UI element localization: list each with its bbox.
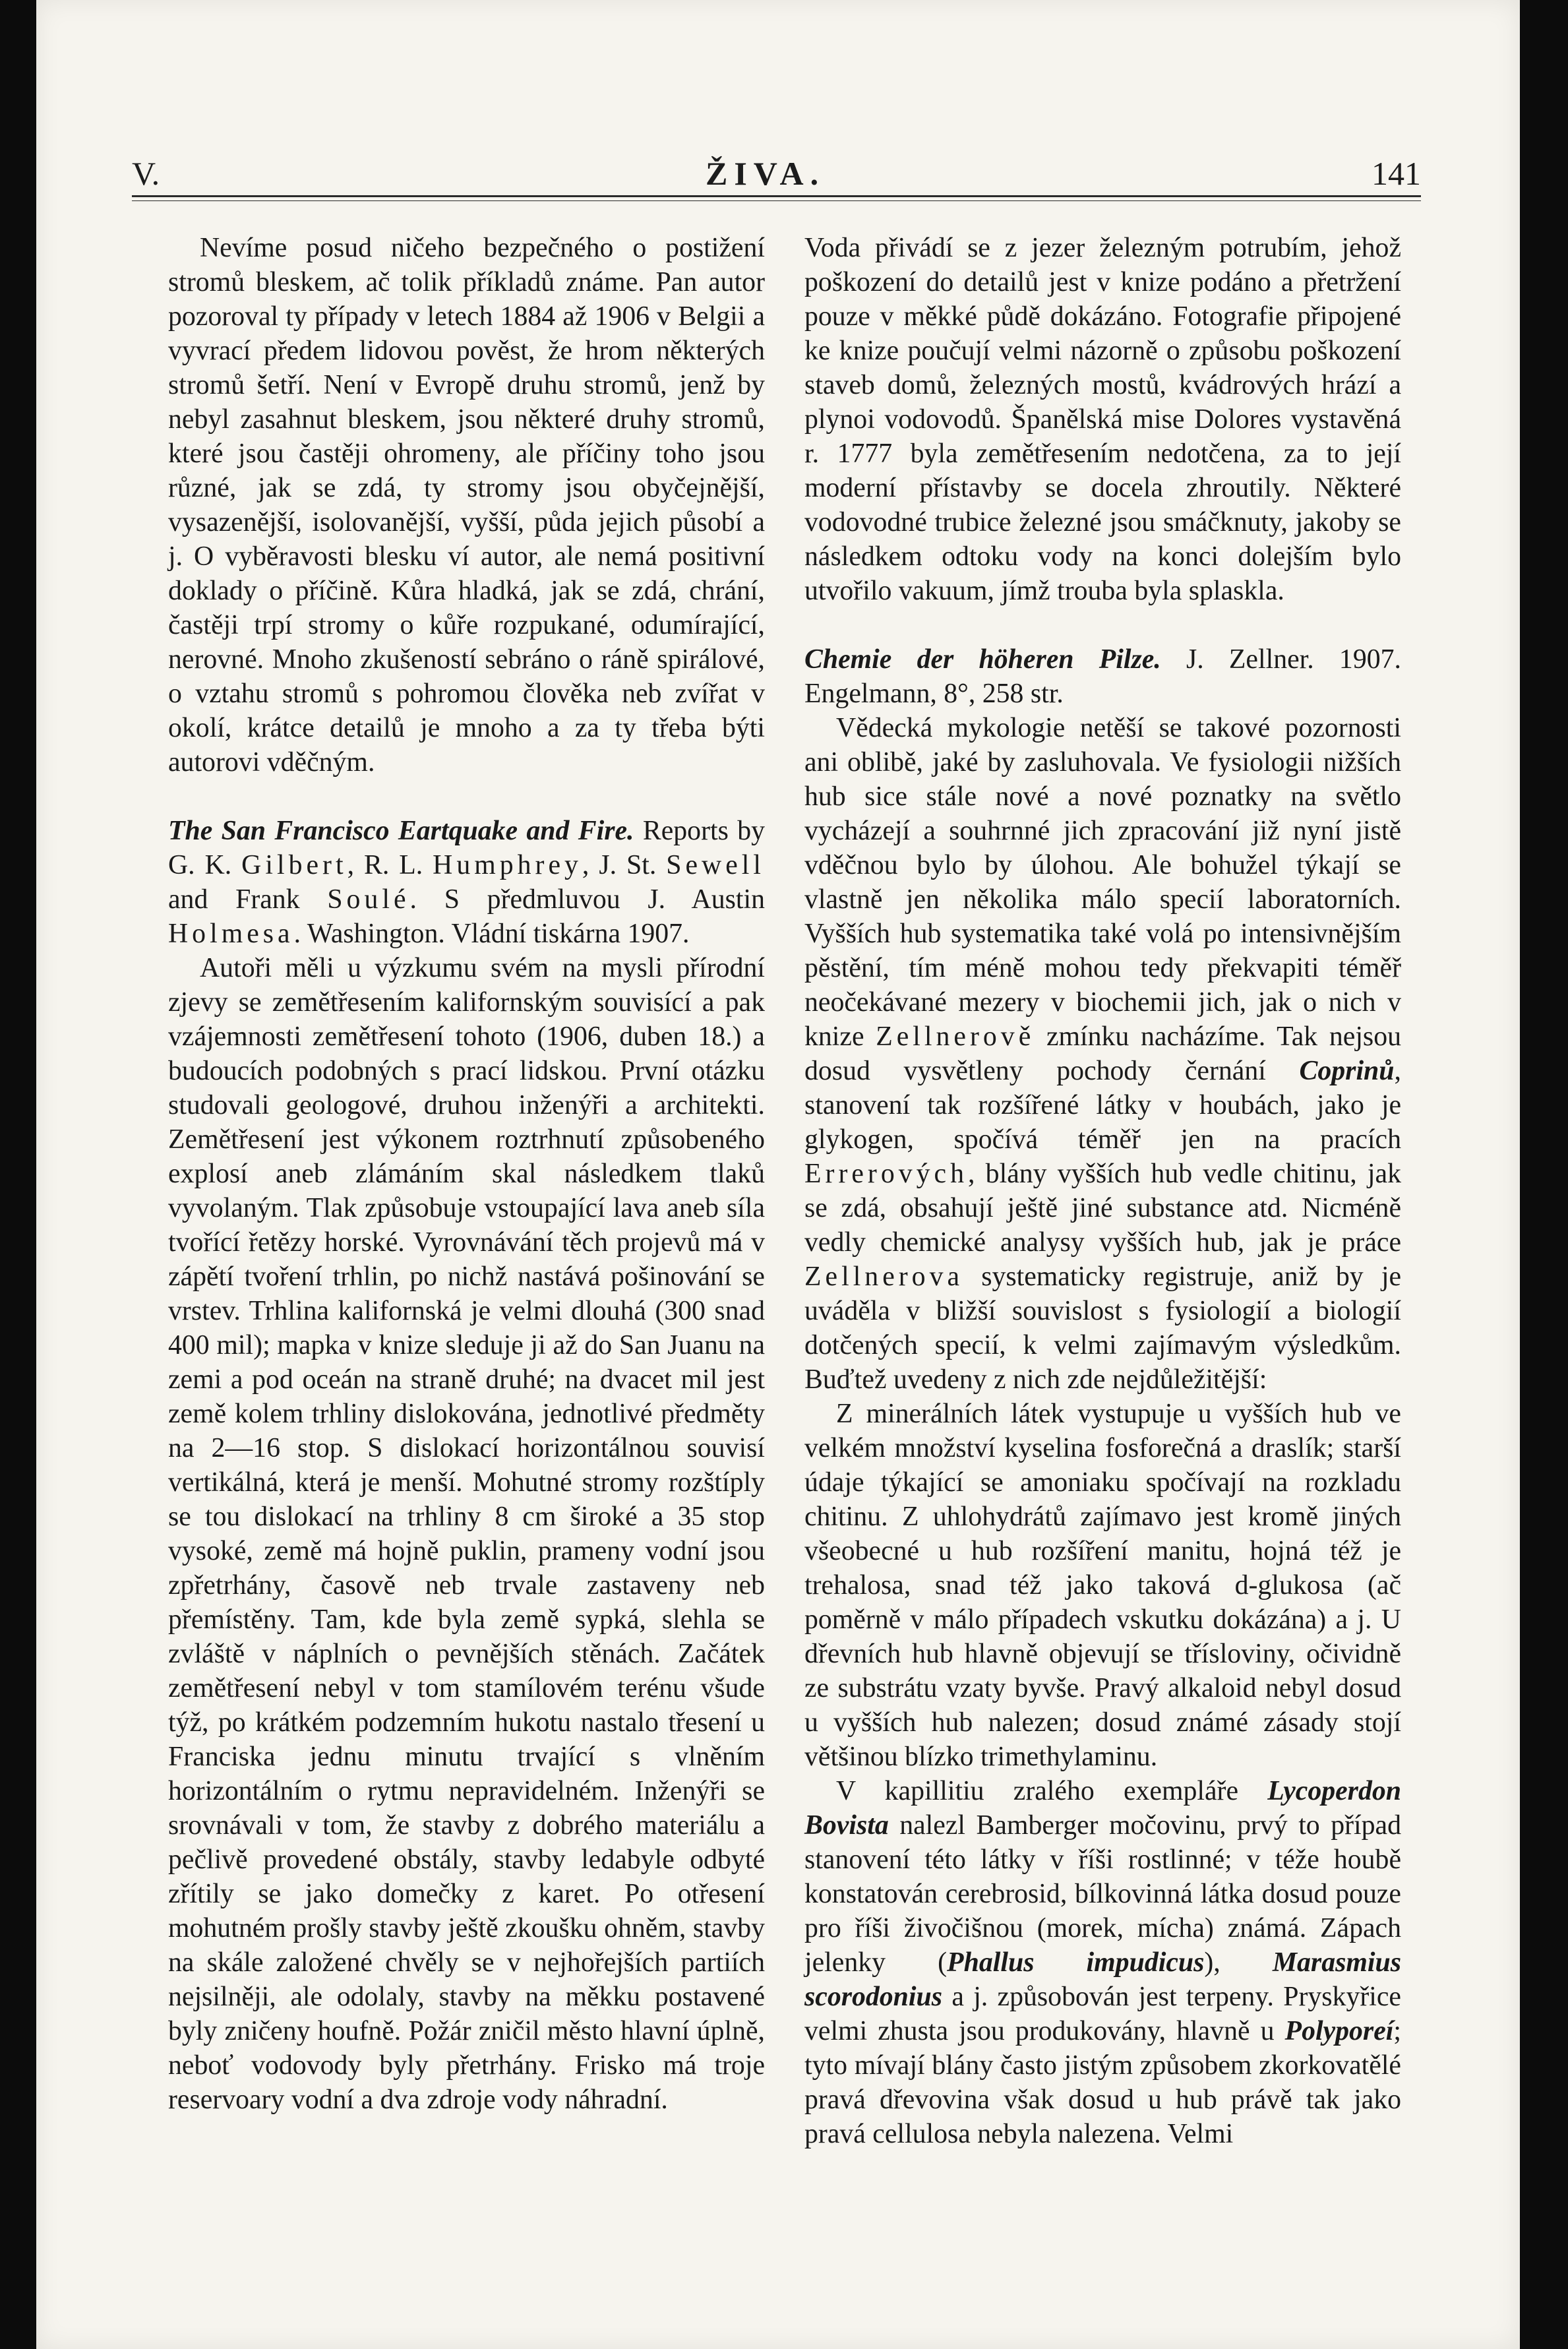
author-name: Humphrey [433,850,582,880]
author-name: Zellnerově [876,1022,1035,1052]
left-column [168,231,765,2117]
book-title: Chemie der höheren Pilze. [804,644,1161,675]
taxon-name: Phallus impudicus [947,1947,1205,1978]
citation-text: , R. L. [347,850,433,880]
citation-text: Reports by G. K. [168,816,766,880]
author-name: Zellnerova [804,1262,964,1292]
body-text: , stanovení tak rozšířené látky v houbách, jako je glykogen, spočívá téměř jen na pracích [804,1056,1401,1155]
right-column [804,231,1401,2151]
body-text: ), [1204,1947,1273,1978]
review-pilze-minerals: Z minerálních látek vystupuje u vyšších hub ve velkém množství kyselina fosforečná a draslík; starší údaje týkající se amoniaku spočívají na rozkladu chitinu. Z uhlohydrátů zajímavo jest kromě jiných všeobecné u hub rozšíření manitu, hojná též je trehalosa, snad též jako taková d-glukosa (ač poměrně v málo případech vskutku dokázána) a j. U dřevních hub hlavně objevují se třísloviny, očividně ze substrátu vzaty byvše. Pravý alkaloid nebyl dosud u vyšších hub nalezen; dosud známé zásady stojí většinou blízko trimethylaminu. [804,1399,1401,1772]
running-header [132,150,1421,197]
review-earthquake-text: Autoři měli u výzkumu svém na mysli přírodní zjevy se zemětřesením kalifornským souvisící a pak vzájemnosti zemětřesení tohoto (1906, duben 18.) a budoucích podobných s prací lidskou. První otázku studovali geologové, druhou inženýři a architekti. Zemětřesení jest výkonem roztrhnutí způsobeného explosí aneb zlámáním skal následkem tlaků vyvolaným. Tlak způsobuje vstoupající lava aneb síla tvořící řetězy horské. Vyrovnávání těch projevů má v zápětí tvoření trhlin, po nichž nastává pošinování se vrstev. Trhlina kalifornská je velmi dlouhá (300 snad 400 mil); mapka v knize sleduje ji až do San Juanu na zemi a pod oceán na straně druhé; na dvacet mil jest země kolem trhliny dislokována, jednotlivé předměty na 2—16 stop. S dislokací horizontálnou souvisí vertikálná, která je menší. Mohutné stromy rozštíply se tou dislokací na trhliny 8 cm široké a 35 stop vysoké, země má hojně puklin, prameny vodní jsou zpřetrhány, časově neb trvale zastaveny neb přemístěny. Tam, kde byla země sypká, slehla se zvláště v náplních o pevnějších stěnách. Začátek zemětřesení nebyl v tom stamílovém terénu všude týž, po krátkém podzemním hukotu nastalo třesení u Franciska jednu minutu trvající s vlněním horizontálním o rytmu nepravidelném. Inženýři se srovnávali v tom, že stavby z dobrého materiálu a pečlivě provedené obstály, stavby ledabyle odbyté zřítily se jako domečky z karet. Po otřesení mohutném prošly stavby ještě zkoušku ohněm, stavby na skále založené chvěly se v nejhořejších partiích nejsilněji, ale odolaly, stavby na měkku postavené byly zničeny houfně. Požár zničil město hlavní úplně, neboť vodovody byly přetrhány. Frisko má troje reservoary vodní a dva zdroje vody náhradní. [168,953,765,2115]
body-text: zmínku nacházíme. Tak nejsou dosud vysvětleny pochody černání [804,1022,1401,1086]
author-name: Sewell [666,850,765,880]
citation-text: . S předmluvou J. Austin [409,884,765,915]
header-rule-thick [132,195,1421,197]
citation-text: , J. St. [582,850,667,880]
book-title: The San Francisco Eartquake and Fire. [168,816,634,846]
volume-number: V. [132,155,160,192]
page-number: 141 [1372,155,1421,192]
review-pilze-intro [804,711,1401,1397]
review-pilze-lycoperdon [804,1774,1401,2151]
body-text: a j. způsobován jest terpeny. Pryskyřice velmi zhusta jsou produkovány, hlavně u [804,1982,1401,2046]
body-text: V kapillitiu zralého exempláře [836,1776,1268,1806]
header-rule-thin [132,200,1421,201]
book-citation-pilze [804,642,1401,711]
review-earthquake-continued: Voda přivádí se z jezer železným potrubím, jehož poškození do detailů jest v knize podáno a přetržení pouze v měkké půdě dokázáno. Fotografie připojené ke knize poučují velmi názorně o způsobu poškození staveb domů, železných mostů, kvádrových hrází a plynoi vodovodů. Španělská mise Dolores vystavěná r. 1777 byla zemětřesením nedotčena, za to její moderní přístavby se docela zhroutily. Některé vodovodné trubice železné jsou smáčknuty, jakoby se následkem odtoku vody na konci dolejším bylo utvořilo vakuum, jímž trouba byla splaskla. [804,233,1401,606]
citation-text: and Frank [168,884,328,915]
author-name: Soulé [327,884,410,915]
spacer [804,608,1401,642]
body-text: nalezl Bamberger močovinu, prvý to případ stanovení této látky v říši rostlinné; v téže houbě konstatován cerebrosid, bílkovinná látka dosud pouze pro říši živočišnou (morek, mícha) známá. Zápach jelenky ( [804,1810,1401,1978]
body-text: systematicky registruje, aniž by je uváděla v bližší souvislost s fysiologií a biologií dotčených specií, k velmi zajímavým výsledkům. Buďtež uvedeny z nich zde nejdůležitější: [804,1262,1401,1395]
author-name: Errerových [804,1159,968,1189]
taxon-name: Coprinů [1299,1056,1395,1086]
citation-text: J. Zellner. 1907. Engelmann, 8°, 258 str. [804,644,1401,709]
book-citation-sf-earthquake [168,814,765,951]
spacer [168,779,765,814]
body-text: Vědecká mykologie netěší se takové pozornosti ani oblibě, jaké by zasluhovala. Ve fysiologii nižších hub sice stále nové a nové poznatky na světlo vycházejí a souhrnné jich zpracování již nyní jistě vděčnou bylo by úlohou. Ale bohužel týkají se vlastně jen několika málo specií laboratorních. Vyšších hub systematika také volá po intensivnějším pěstění, tím méně mohou tedy překvapiti téměř neočekávané mezery v biochemii jich, jak o nich v knize [804,713,1401,1052]
taxon-name: Lycoperdon Bovista [804,1776,1401,1841]
author-name: Gilbert [241,850,347,880]
body-text: , blány vyšších hub vedle chitinu, jak se zdá, obsahují ještě jiné substance atd. Nicméně vedly chemické analysy vyšších hub, jak je práce [804,1159,1401,1258]
taxon-name: Marasmius scorodonius [804,1947,1401,2012]
review-lightning-text: Nevíme posud ničeho bezpečného o postižení stromů bleskem, ač tolik příkladů známe. Pan autor pozoroval ty případy v letech 1884 až 1906 v Belgii a vyvrací předem lidovou pověst, že hrom některých stromů šetří. Není v Evropě druhu stromů, jenž by nebyl zasahnut bleskem, jsou některé druhy stromů, které jsou častěji ohromeny, ale příčiny toho jsou různé, jak se zdá, ty stromy jsou obyčejnější, vysazenější, isolovanější, vyšší, půda jejich působí a j. O vyběravosti blesku ví autor, ale nemá positivní doklady o příčině. Kůra hladká, jak se zdá, chrání, častěji trpí stromy o kůře rozpukané, odumírající, nerovné. Mnoho zkušeností sebráno o ráně spirálové, o vztahu stromů s pohromou člověka neb zvířat v okolí, krátce detailů je mnoho a za ty třeba býti autorovi vděčným. [168,233,765,778]
taxon-name: Polyporeí [1284,2016,1394,2046]
journal-title: ŽIVA. [706,155,826,192]
citation-text: . Washington. Vládní tiskárna 1907. [293,919,690,949]
author-name: Holmesa [168,919,294,949]
body-text: ; tyto mívají blány často jistým způsobem zkorkovatělé pravá dřevovina však dosud u hub právě tak jako pravá cellulosa nebyla nalezena. Velmi [804,2016,1401,2149]
